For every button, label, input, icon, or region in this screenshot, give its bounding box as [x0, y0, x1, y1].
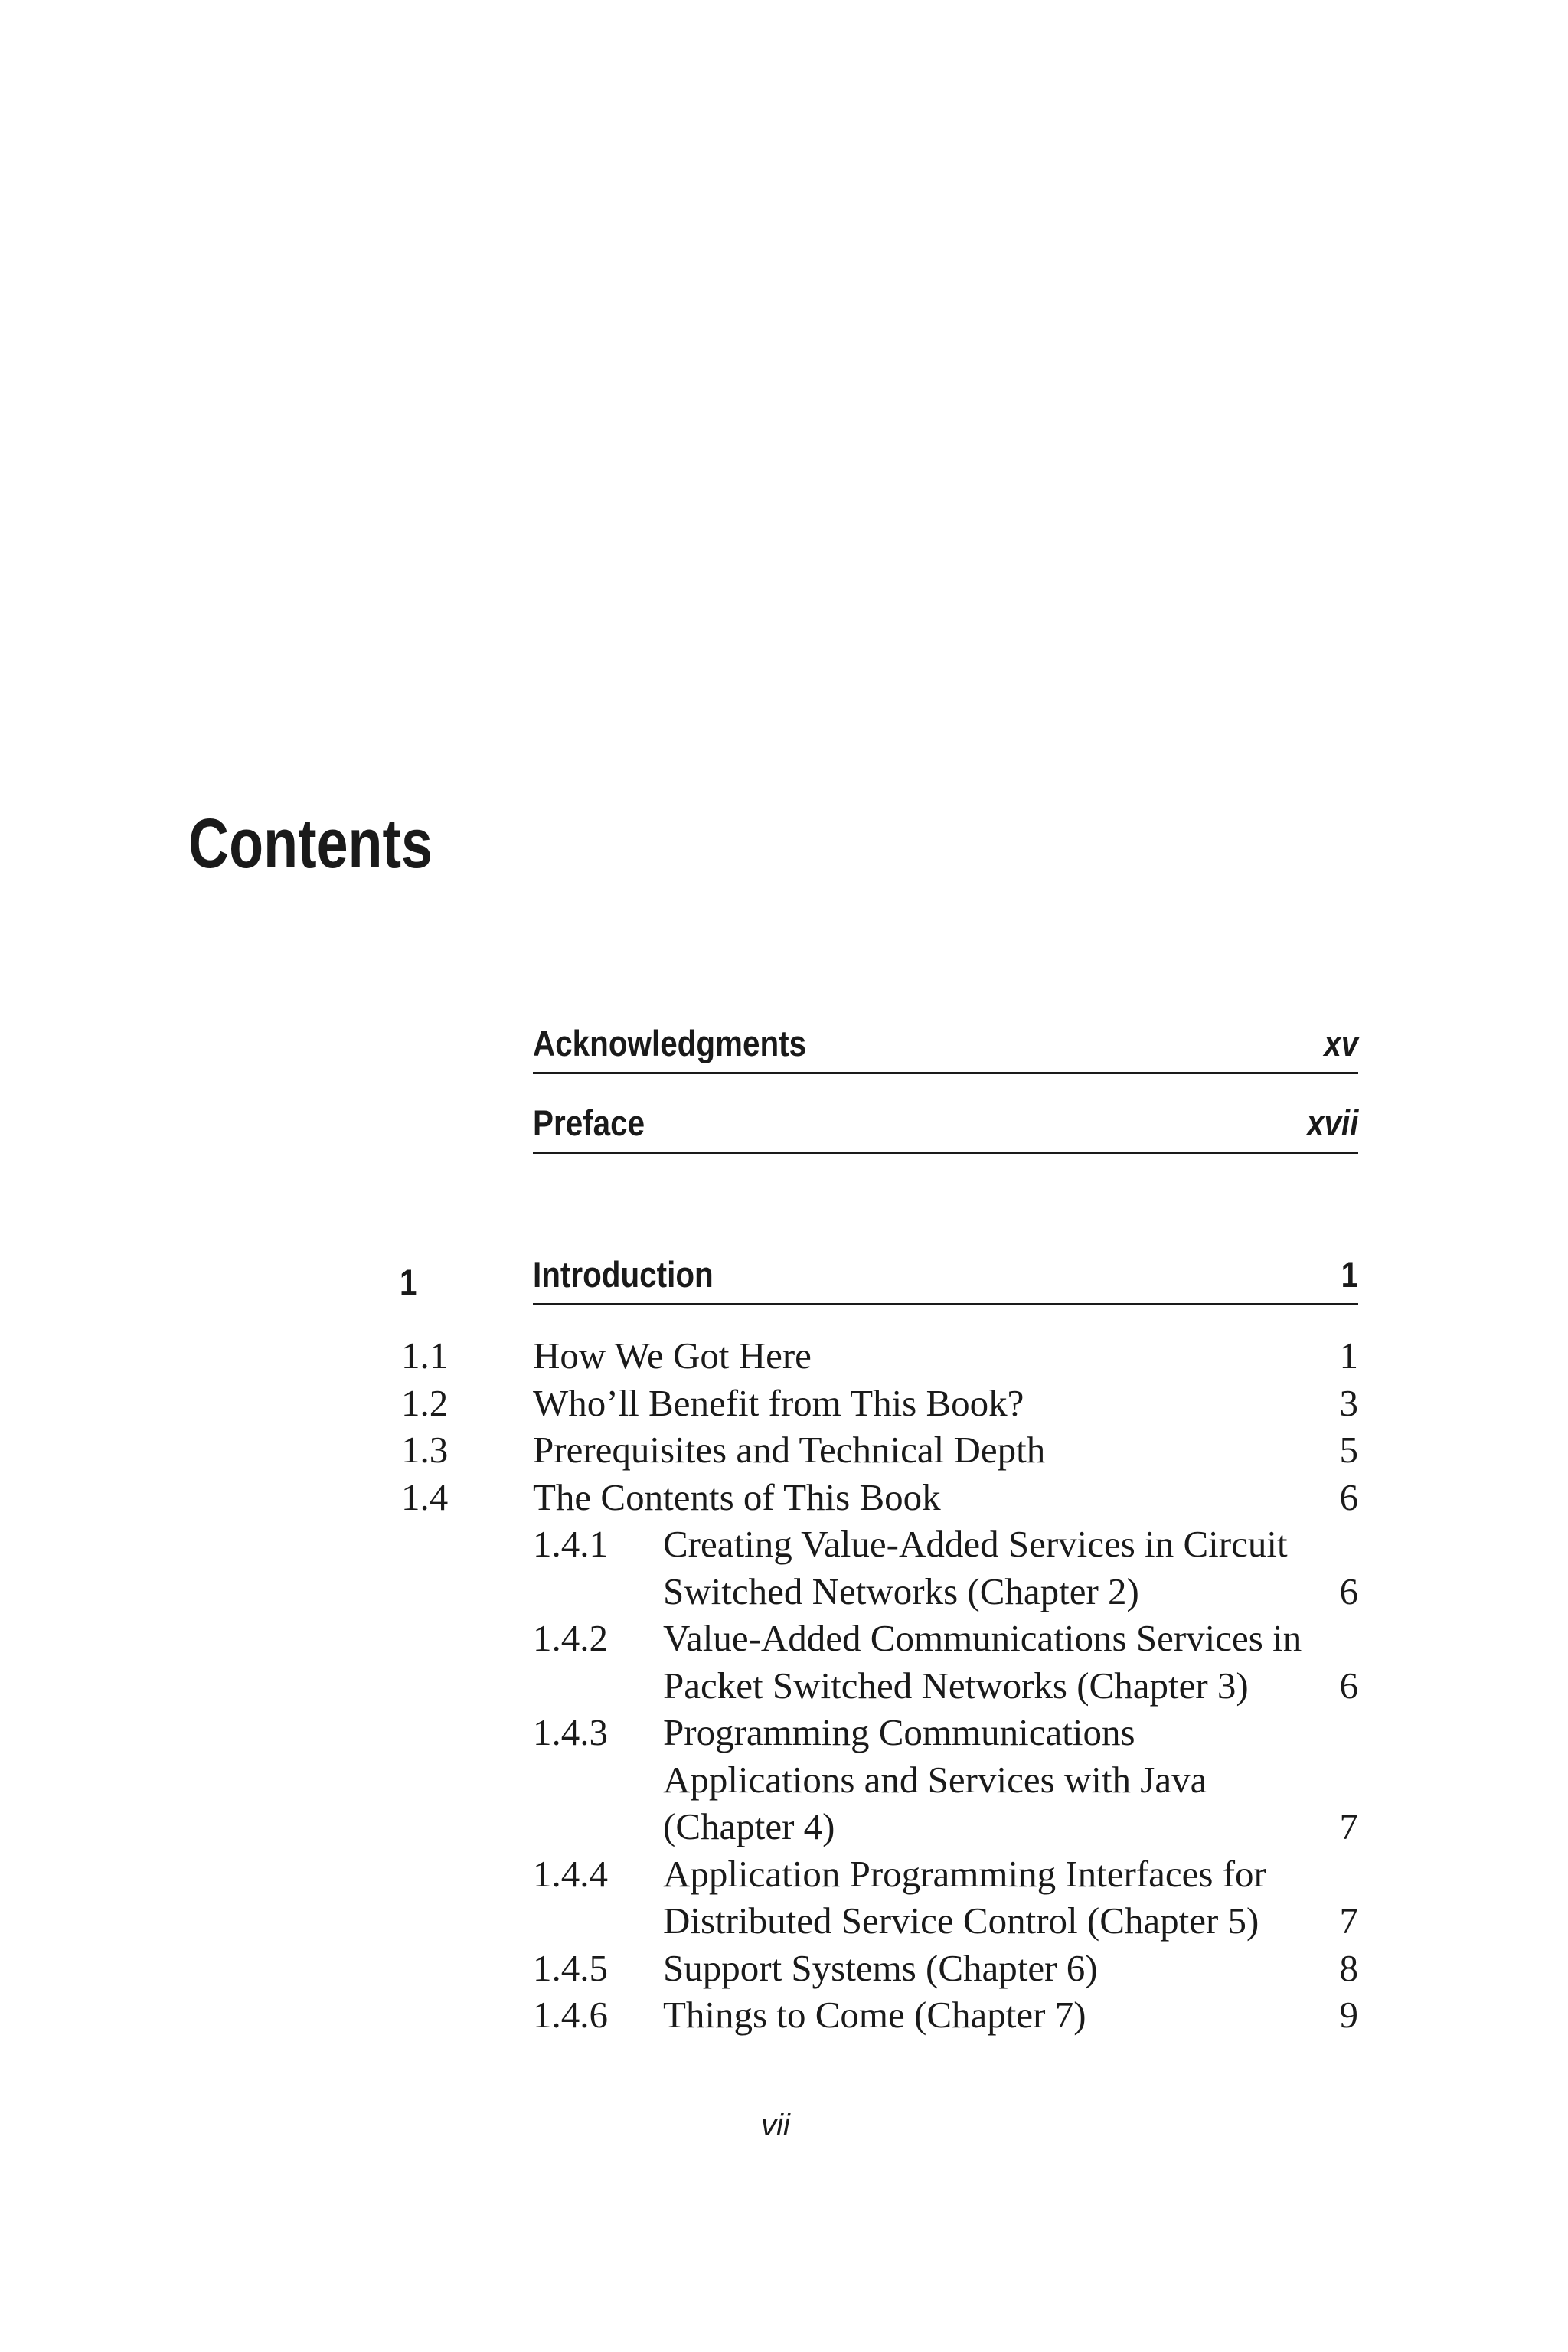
section-title: The Contents of This Book: [533, 1475, 941, 1518]
section-page-number: 6: [1339, 1475, 1358, 1518]
section-title: Who’ll Benefit from This Book?: [533, 1381, 1024, 1424]
toc-entry-continuation: [0, 1756, 1568, 1804]
toc-row-preface[interactable]: [533, 1098, 1358, 1154]
toc-entry-continuation: [0, 1897, 1568, 1945]
subsection-title-line: Distributed Service Control (Chapter 5): [663, 1900, 1259, 1942]
subsection-page-number: 7: [1339, 1805, 1358, 1847]
section-title: Prerequisites and Technical Depth: [533, 1429, 1046, 1471]
subsection-title-line: Packet Switched Networks (Chapter 3): [663, 1664, 1249, 1707]
toc-entry-1-4[interactable]: [0, 1474, 1568, 1521]
subsection-title-line: Creating Value-Added Services in Circuit: [663, 1523, 1288, 1565]
toc-entry-1-4-3[interactable]: [0, 1709, 1568, 1756]
toc-page-number: xv: [1324, 1023, 1358, 1063]
toc-entry-1-4-2[interactable]: [0, 1615, 1568, 1662]
page-title: Contents: [188, 805, 433, 883]
toc-entry-1-3[interactable]: [0, 1426, 1568, 1474]
toc-entry-1-4-4[interactable]: [0, 1851, 1568, 1898]
toc-entry-continuation: [0, 1662, 1568, 1710]
subsection-title-line: Support Systems (Chapter 6): [663, 1946, 1098, 1989]
subsection-number: 1.4.5: [533, 1946, 608, 1989]
subsection-number: 1.4.4: [533, 1852, 608, 1895]
section-page-number: 1: [1339, 1334, 1358, 1377]
subsection-number: 1.4.6: [533, 1994, 608, 2036]
toc-entry-1-2[interactable]: [0, 1380, 1568, 1427]
subsection-number: 1.4.2: [533, 1617, 608, 1659]
toc-page-number: xvii: [1306, 1102, 1358, 1143]
subsection-title-line: Value-Added Communications Services in: [663, 1617, 1302, 1659]
toc-row-chapter-introduction[interactable]: [533, 1250, 1358, 1305]
section-number: 1.1: [401, 1334, 449, 1377]
section-number: 1.3: [401, 1429, 449, 1471]
section-number: 1.2: [401, 1381, 449, 1424]
subsection-number: 1.4.1: [533, 1523, 608, 1565]
subsection-title-line: Things to Come (Chapter 7): [663, 1994, 1086, 2036]
subsection-page-number: 8: [1339, 1946, 1358, 1989]
toc-title: Acknowledgments: [533, 1023, 807, 1063]
toc-entry-1-4-5[interactable]: [0, 1945, 1568, 1992]
subsection-title-line: Switched Networks (Chapter 2): [663, 1570, 1139, 1612]
section-page-number: 3: [1339, 1381, 1358, 1424]
toc-row-acknowledgments[interactable]: [533, 1018, 1358, 1074]
section-number: 1.4: [401, 1475, 449, 1518]
toc-entry-continuation: [0, 1568, 1568, 1615]
chapter-number: 1: [400, 1262, 417, 1302]
page-folio: vii: [761, 2109, 790, 2142]
section-title: How We Got Here: [533, 1334, 812, 1377]
subsection-page-number: 6: [1339, 1570, 1358, 1612]
toc-entry-1-4-1[interactable]: [0, 1521, 1568, 1568]
subsection-title-line: Application Programming Interfaces for: [663, 1852, 1266, 1895]
subsection-page-number: 7: [1339, 1900, 1358, 1942]
subsection-number: 1.4.3: [533, 1711, 608, 1753]
toc-entry-1-4-6[interactable]: [0, 1991, 1568, 2039]
subsection-page-number: 9: [1339, 1994, 1358, 2036]
subsection-title-line: Applications and Services with Java: [663, 1758, 1207, 1801]
subsection-title-line: Programming Communications: [663, 1711, 1135, 1753]
toc-title: Preface: [533, 1102, 645, 1143]
chapter-title: Introduction: [533, 1254, 714, 1295]
subsection-page-number: 6: [1339, 1664, 1358, 1707]
toc-entries: [0, 1332, 1568, 2039]
toc-entry-continuation: [0, 1803, 1568, 1851]
subsection-title-line: (Chapter 4): [663, 1805, 835, 1847]
section-page-number: 5: [1339, 1429, 1358, 1471]
chapter-page-number: 1: [1341, 1254, 1358, 1295]
toc-entry-1-1[interactable]: [0, 1332, 1568, 1380]
